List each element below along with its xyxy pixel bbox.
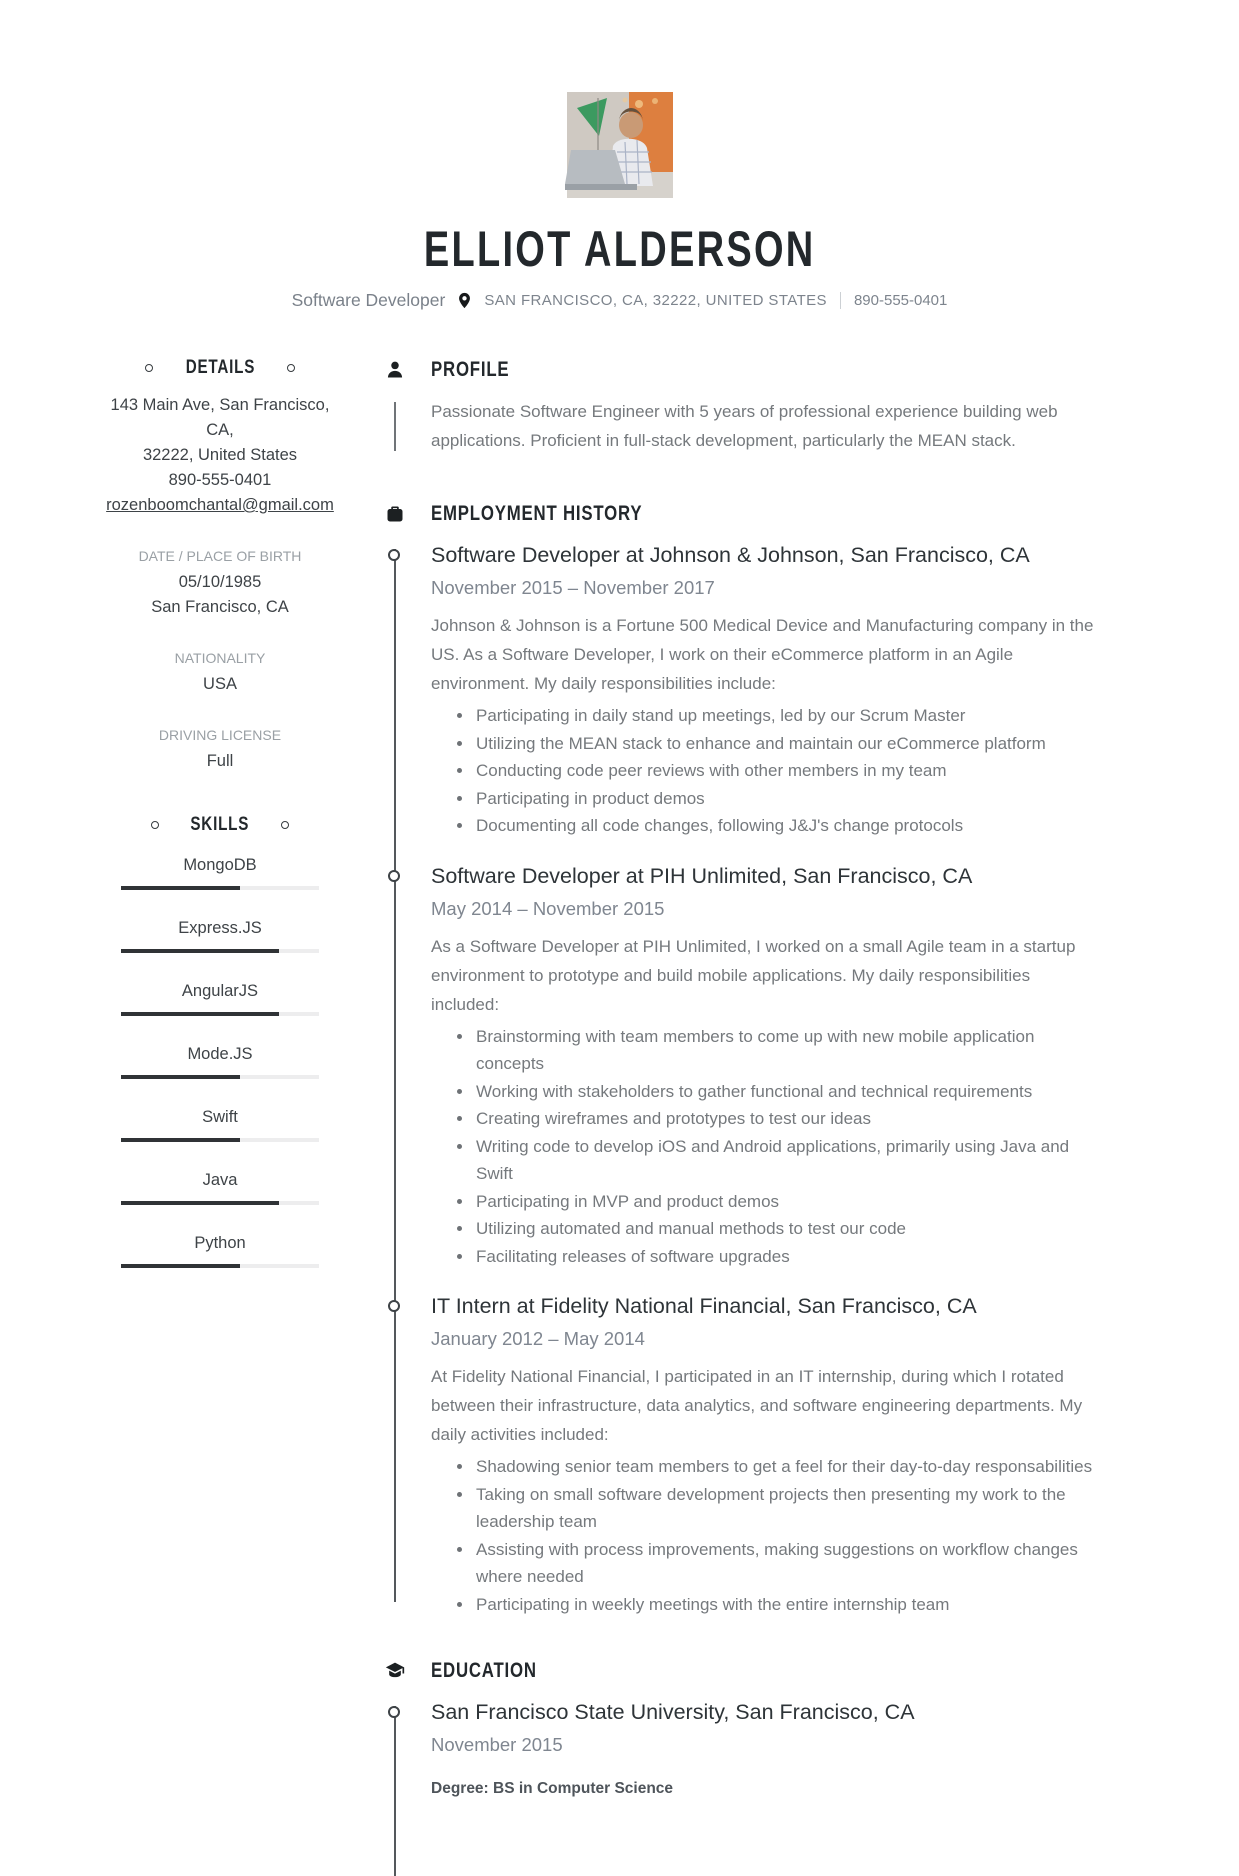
job-heading: Software Developer at Johnson & Johnson, San Francisco, CA	[431, 541, 1095, 569]
address-line: 143 Main Ave, San Francisco, CA,	[110, 396, 330, 439]
skill-item	[95, 980, 345, 1016]
job-dates: November 2015 – November 2017	[431, 577, 715, 598]
decorative-circle-icon	[151, 821, 159, 829]
job-bullet: Creating wireframes and prototypes to test our ideas	[457, 1105, 1095, 1133]
job-bullet: Working with stakeholders to gather functional and technical requirements	[457, 1078, 1095, 1106]
location-pin-icon	[458, 292, 471, 309]
job-bullet: Conducting code peer reviews with other members in my team	[457, 757, 1095, 785]
job-bullet: Participating in MVP and product demos	[457, 1188, 1095, 1216]
page-title: ELLIOT ALDERSON	[423, 221, 816, 277]
location-text: SAN FRANCISCO, CA, 32222, UNITED STATES	[484, 292, 827, 309]
birth-date: 05/10/1985	[178, 573, 262, 591]
license-label: DRIVING LICENSE	[158, 727, 282, 743]
job-summary: At Fidelity National Financial, I participated in an IT internship, during which I rotated between their infrastructure, data analytics, and software engineering departments. My daily activities included:	[431, 1367, 1083, 1444]
job-bullet: Taking on small software development projects then presenting my work to the leadership team	[457, 1481, 1095, 1536]
skill-bar-fill	[121, 949, 279, 953]
email-link[interactable]: rozenboomchantal@gmail.com	[106, 496, 334, 514]
skill-bar-fill	[121, 1264, 240, 1268]
profile-title: PROFILE	[431, 358, 510, 381]
job-entry	[431, 1292, 1095, 1618]
skill-name: Java	[202, 1171, 238, 1189]
skill-bar	[121, 949, 319, 953]
school-name: San Francisco State University, San Francisco, CA	[431, 1698, 1095, 1726]
job-bullet: Facilitating releases of software upgrades	[457, 1243, 1095, 1271]
address-line: 32222, United States	[142, 446, 298, 464]
skill-bar	[121, 1138, 319, 1142]
job-bullet: Assisting with process improvements, making suggestions on workflow changes where needed	[457, 1536, 1095, 1591]
job-heading: Software Developer at PIH Unlimited, San Francisco, CA	[431, 862, 1095, 890]
job-bullet: Utilizing the MEAN stack to enhance and maintain our eCommerce platform	[457, 730, 1095, 758]
details-header	[95, 357, 345, 379]
job-bullet: Documenting all code changes, following J&J's change protocols	[457, 812, 1095, 840]
education-entry	[431, 1698, 1095, 1799]
job-bullet: Utilizing automated and manual methods to test our code	[457, 1215, 1095, 1243]
birth-place: San Francisco, CA	[151, 598, 289, 616]
skill-bar-fill	[121, 1138, 240, 1142]
main-column	[383, 357, 1095, 1799]
skill-name: Python	[194, 1234, 246, 1252]
skill-bar-fill	[121, 1075, 240, 1079]
education-section	[431, 1658, 1095, 1799]
phone-number: 890-555-0401	[853, 292, 948, 309]
skills-list	[95, 854, 345, 1268]
employment-entries	[431, 541, 1095, 1618]
profile-section-header	[383, 357, 1095, 383]
education-section-header	[383, 1658, 1095, 1684]
job-bullet: Shadowing senior team members to get a feel for their day-to-day responsabilities	[457, 1453, 1095, 1481]
employment-section-header	[383, 501, 1095, 527]
job-bullet: Participating in product demos	[457, 785, 1095, 813]
divider	[840, 292, 841, 309]
job-bullet: Writing code to develop iOS and Android applications, primarily using Java and Swift	[457, 1133, 1095, 1188]
job-bullet: Brainstorming with team members to come up with new mobile application concepts	[457, 1023, 1095, 1078]
employment-section	[431, 501, 1095, 1618]
job-summary: Johnson & Johnson is a Fortune 500 Medical Device and Manufacturing company in the US. As a Software Developer, I work on their eCommerce platform in an Agile environment. My daily responsibilities include:	[431, 616, 1094, 693]
skills-header	[95, 814, 345, 836]
skill-item	[95, 1043, 345, 1079]
job-bullet: Participating in daily stand up meetings, led by our Scrum Master	[457, 702, 1095, 730]
job-entry	[431, 862, 1095, 1271]
nationality-label: NATIONALITY	[174, 650, 266, 666]
person-icon	[385, 360, 405, 380]
job-entry	[431, 541, 1095, 840]
education-dates: November 2015	[431, 1734, 563, 1755]
decorative-circle-icon	[145, 364, 153, 372]
phone-number: 890-555-0401	[168, 471, 272, 489]
job-dates: January 2012 – May 2014	[431, 1328, 645, 1349]
birth-value	[95, 570, 345, 620]
job-summary: As a Software Developer at PIH Unlimited, I worked on a small Agile team in a startup environment to prototype and build mobile applications. My daily responsibilities included:	[431, 936, 1076, 1014]
details-title: DETAILS	[185, 357, 255, 378]
sidebar	[95, 357, 345, 1799]
degree-text: Degree: BS in Computer Science	[431, 1780, 674, 1797]
employment-title: EMPLOYMENT HISTORY	[431, 502, 643, 525]
skill-item	[95, 1169, 345, 1205]
contact-strip	[0, 290, 1239, 311]
skill-bar-fill	[121, 1012, 279, 1016]
skill-item	[95, 854, 345, 890]
education-title: EDUCATION	[431, 1659, 537, 1682]
skill-bar	[121, 886, 319, 890]
skills-title: SKILLS	[190, 814, 250, 835]
profile-photo	[567, 92, 673, 198]
skill-bar	[121, 1264, 319, 1268]
skill-name: AngularJS	[181, 982, 259, 1000]
address-block	[95, 393, 345, 518]
skill-name: MongoDB	[183, 856, 257, 874]
job-heading: IT Intern at Fidelity National Financial, San Francisco, CA	[431, 1292, 1095, 1320]
skill-bar-fill	[121, 1201, 279, 1205]
birth-label: DATE / PLACE OF BIRTH	[138, 548, 302, 564]
skill-name: Mode.JS	[187, 1045, 253, 1063]
profile-photo-illustration	[567, 92, 673, 198]
job-bullet-list	[431, 1023, 1095, 1271]
job-bullet: Participating in weekly meetings with the entire internship team	[457, 1591, 1095, 1619]
skill-name: Express.JS	[178, 919, 262, 937]
nationality-value: USA	[203, 675, 237, 693]
skill-bar	[121, 1012, 319, 1016]
skill-name: Swift	[202, 1108, 238, 1126]
briefcase-icon	[385, 504, 405, 524]
license-value: Full	[206, 752, 234, 770]
job-dates: May 2014 – November 2015	[431, 897, 665, 919]
skill-bar	[121, 1201, 319, 1205]
job-bullet-list	[431, 702, 1095, 840]
profile-text: Passionate Software Engineer with 5 years of professional experience building web applications. Proficient in full-stack development, particularly the MEAN stack.	[431, 398, 1095, 455]
skill-bar-fill	[121, 886, 240, 890]
skill-bar	[121, 1075, 319, 1079]
job-title: Software Developer	[291, 290, 446, 310]
decorative-circle-icon	[281, 821, 289, 829]
skill-item	[95, 1232, 345, 1268]
decorative-circle-icon	[287, 364, 295, 372]
graduation-cap-icon	[385, 1661, 405, 1681]
skill-item	[95, 1106, 345, 1142]
skill-item	[95, 917, 345, 953]
job-bullet-list	[431, 1453, 1095, 1618]
